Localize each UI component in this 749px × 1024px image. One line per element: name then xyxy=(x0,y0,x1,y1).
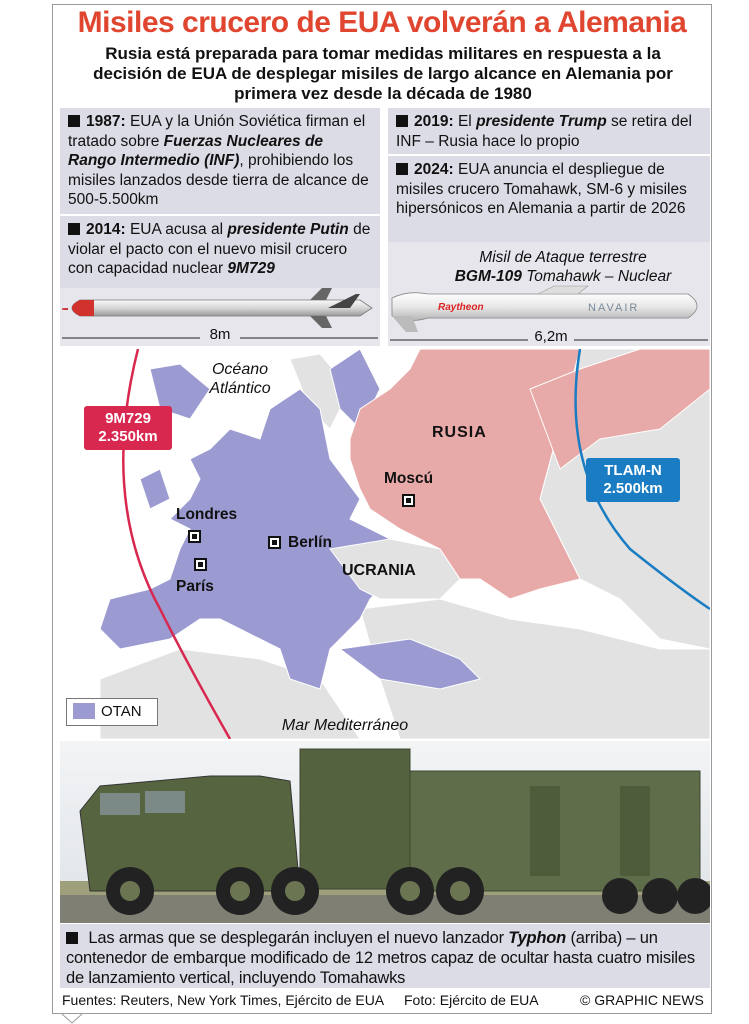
timeline-emphasis: 9M729 xyxy=(227,260,275,277)
city-berlin: Berlín xyxy=(288,534,332,551)
timeline-2014 xyxy=(60,216,380,288)
city-marker-icon xyxy=(188,530,201,543)
city-london: Londres xyxy=(176,506,238,523)
range-name: 9M729 xyxy=(105,410,151,427)
footer-sources: Fuentes: Reuters, New York Times, Ejército de EUA xyxy=(62,992,385,1008)
city-paris: París xyxy=(176,578,214,595)
timeline-1987 xyxy=(60,108,380,214)
missile-length-label: 6,2m xyxy=(528,328,574,345)
timeline-text: , prohibiendo los misiles lanzados desde tierra de alcance de 500-5.500km xyxy=(68,152,369,208)
sea-label: Mar Mediterráneo xyxy=(281,717,409,734)
bullet-square-icon xyxy=(396,163,408,175)
caption-text: Las armas que se desplegarán incluyen el nuevo lanzador xyxy=(84,929,509,947)
corner-triangle-icon xyxy=(60,1013,84,1024)
city-marker-icon xyxy=(268,536,281,549)
timeline-text: EUA anuncia el despliegue de misiles crucero Tomahawk, SM-6 y misiles hipersónicos en Alemania a partir de 2026 xyxy=(396,161,687,217)
timeline-year: 1987: xyxy=(86,113,126,130)
region-russia: RUSIA xyxy=(432,424,487,441)
timeline-year: 2014: xyxy=(86,221,126,238)
timeline-emphasis: Fuerzas Nucleares de Rango Intermedio (INF) xyxy=(68,132,324,169)
bullet-square-icon xyxy=(68,223,80,235)
range-tag-9m729 xyxy=(84,406,172,450)
missile-9m729-panel xyxy=(60,288,380,346)
raytheon-logo: Raytheon xyxy=(438,302,484,313)
range-tag-tlam-n xyxy=(586,458,680,502)
ocean-label: Océano Atlántico xyxy=(209,361,271,397)
map-legend xyxy=(66,698,158,726)
missile-label-line: Misil de Ataque terrestre xyxy=(479,249,647,266)
bullet-square-icon xyxy=(68,115,80,127)
bullet-square-icon xyxy=(396,115,408,127)
caption-box xyxy=(60,924,710,988)
page-subtitle: Rusia está preparada para tomar medidas militares en respuesta a la decisión de EUA de desplegar misiles de largo alcance en Alemania por primera vez desde la década de 1980 xyxy=(93,44,673,103)
missile-label-rest: Tomahawk – Nuclear xyxy=(521,268,672,285)
timeline-text: de violar el pacto con el nuevo misil crucero con capacidad nuclear xyxy=(68,221,371,277)
timeline-2024 xyxy=(388,156,710,242)
timeline-year: 2024: xyxy=(414,161,454,178)
range-name: TLAM-N xyxy=(604,462,662,479)
bullet-square-icon xyxy=(66,932,78,944)
footer-photo-credit: Foto: Ejército de EUA xyxy=(404,992,539,1008)
missile-length-label: 8m xyxy=(200,326,240,343)
region-ukraine: UCRANIA xyxy=(342,562,416,579)
timeline-2019 xyxy=(388,108,710,154)
city-moscow: Moscú xyxy=(384,470,434,487)
timeline-text: EUA y la Unión Soviética firman el tratado sobre xyxy=(68,113,366,150)
missile-tomahawk-panel xyxy=(388,242,710,346)
caption-text: (arriba) – un contenedor de embarque modificado de 12 metros capaz de ocultar hasta cuatro misiles de lanzamiento vertical, incluyendo Tomahawks xyxy=(66,929,695,987)
range-value: 2.500km xyxy=(603,480,663,497)
timeline-emphasis: presidente Trump xyxy=(476,113,607,130)
range-value: 2.350km xyxy=(98,428,158,445)
truck-illustration xyxy=(60,741,710,923)
city-marker-icon xyxy=(402,494,415,507)
timeline-text: El xyxy=(453,113,477,130)
timeline-text: se retira del INF – Rusia hace lo propio xyxy=(396,113,692,150)
legend-label: OTAN xyxy=(101,703,142,720)
typhon-launcher-photo xyxy=(60,741,710,923)
navair-logo: NAVAIR xyxy=(588,302,640,314)
timeline-emphasis: presidente Putin xyxy=(227,221,349,238)
city-marker-icon xyxy=(194,558,207,571)
timeline-year: 2019: xyxy=(414,113,454,130)
timeline-text: EUA acusa al xyxy=(125,221,228,238)
footer-credit: © GRAPHIC NEWS xyxy=(580,992,704,1008)
caption-emphasis: Typhon xyxy=(508,929,567,947)
missile-label-bold: BGM-109 xyxy=(454,268,522,285)
nato-swatch xyxy=(73,703,95,719)
page-title: Misiles crucero de EUA volverán a Alemania xyxy=(77,6,687,39)
